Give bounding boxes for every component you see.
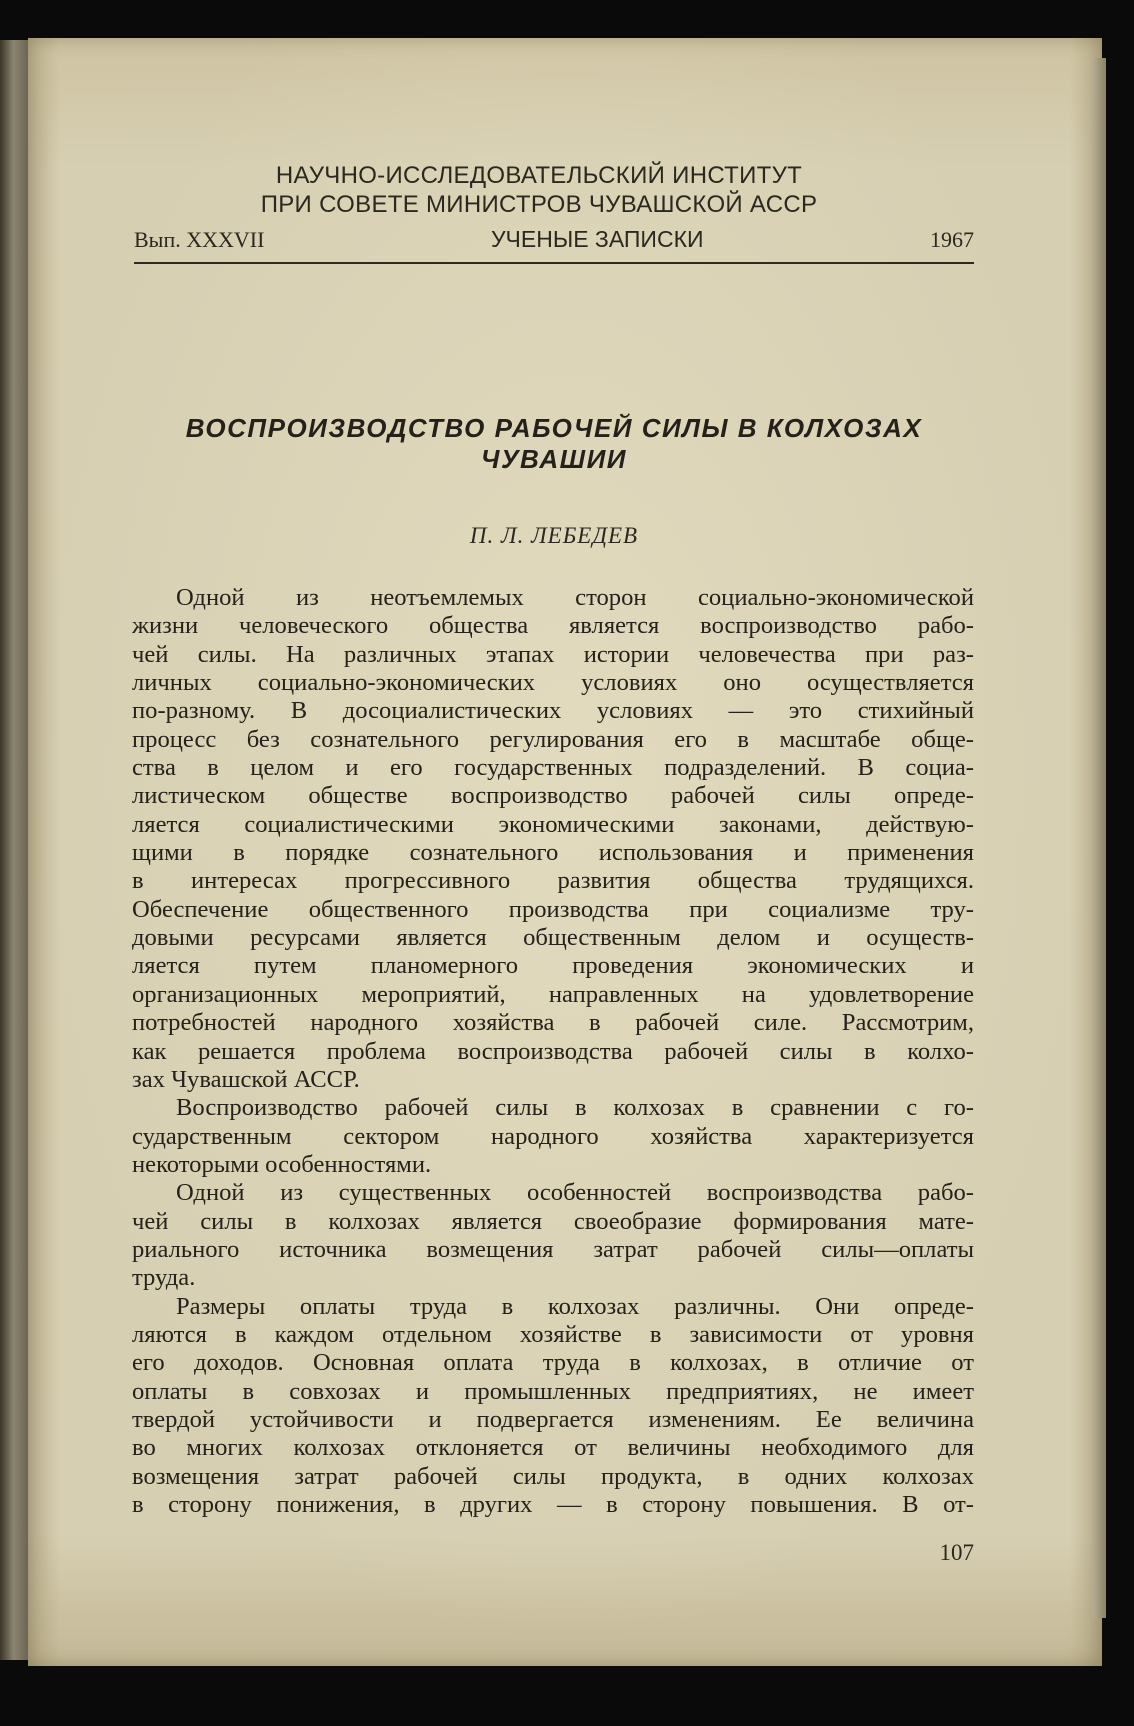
- body-line: Воспроизводство рабочей силы в колхозах в сравнении с го-: [176, 1094, 974, 1122]
- body-line: Одной из неотъемлемых сторон социально-экономической: [176, 584, 974, 611]
- body-line: Одной из существенных особенностей воспроизводства рабо-: [176, 1179, 974, 1207]
- page-number: 107: [939, 1540, 974, 1565]
- body-line: во многих колхозах отклоняется от величины необходимого для: [132, 1434, 974, 1462]
- page-edge: [1092, 58, 1106, 1618]
- article-body: [132, 584, 974, 1519]
- body-line: чей силы в колхозах является своеобразие формирования мате-: [132, 1207, 974, 1235]
- series-title: УЧЕНЫЕ ЗАПИСКИ: [490, 226, 704, 252]
- body-line: Размеры оплаты труда в колхозах различны. Они опреде-: [176, 1292, 974, 1320]
- body-line: довыми ресурсами является общественным делом и осуществ-: [132, 924, 974, 952]
- journal-header: [134, 161, 974, 264]
- institute-line-1: НАУЧНО-ИССЛЕДОВАТЕЛЬСКИЙ ИНСТИТУТ: [275, 162, 803, 189]
- body-line: оплаты в совхозах и промышленных предприятиях, не имеет: [132, 1377, 974, 1405]
- body-line: ляется социалистическими экономическими законами, действую-: [132, 810, 974, 838]
- title-line-2: ЧУВАШИИ: [481, 444, 627, 474]
- body-line: риального источника возмещения затрат рабочей силы—оплаты: [132, 1235, 974, 1263]
- volume-label: Вып. XXXVII: [134, 227, 265, 252]
- title-line-1: ВОСПРОИЗВОДСТВО РАБОЧЕЙ СИЛЫ В КОЛХОЗАХ: [185, 413, 923, 443]
- body-line: процесс без сознательного регулирования его в масштабе обще-: [132, 725, 974, 753]
- body-line: личных социально-экономических условиях оно осуществляется: [132, 669, 974, 697]
- body-line: зах Чувашской АССР.: [132, 1065, 360, 1093]
- year-label: 1967: [930, 227, 974, 252]
- body-line: по-разному. В досоциалистических условиях — это стихийный: [132, 697, 974, 725]
- body-line: труда.: [132, 1264, 196, 1292]
- body-line: в сторону понижения, в других — в сторону повышения. В от-: [132, 1491, 974, 1518]
- body-line: листическом обществе воспроизводство рабочей силы опреде-: [132, 782, 974, 810]
- body-line: возмещения затрат рабочей силы продукта, в одних колхозах: [132, 1462, 974, 1490]
- body-line: Обеспечение общественного производства при социализме тру-: [132, 895, 974, 923]
- body-line: потребностей народного хозяйства в рабочей силе. Рассмотрим,: [132, 1009, 974, 1037]
- body-line: ляется путем планомерного проведения экономических и: [132, 952, 974, 980]
- body-line: жизни человеческого общества является воспроизводство рабо-: [132, 612, 974, 640]
- body-line: организационных мероприятий, направленных на удовлетворение: [132, 980, 974, 1008]
- article-title: [134, 413, 974, 475]
- header-rule: [134, 262, 974, 264]
- body-line: некоторыми особенностями.: [132, 1150, 432, 1178]
- body-line: его доходов. Основная оплата труда в колхозах, в отличие от: [132, 1349, 974, 1377]
- body-line: чей силы. На различных этапах истории человечества при раз-: [132, 640, 974, 668]
- body-line: как решается проблема воспроизводства рабочей силы в колхо-: [132, 1037, 974, 1065]
- body-line: сударственным сектором народного хозяйства характеризуется: [132, 1122, 974, 1150]
- body-line: в интересах прогрессивного развития общества трудящихся.: [132, 867, 974, 895]
- body-line: ляются в каждом отдельном хозяйстве в зависимости от уровня: [132, 1320, 974, 1348]
- header-row: [134, 225, 974, 254]
- institute-line-2: ПРИ СОВЕТЕ МИНИСТРОВ ЧУВАШСКОЙ АССР: [260, 191, 818, 218]
- body-line: твердой устойчивости и подвергается изменениям. Ее величина: [132, 1405, 974, 1433]
- article-author: П. Л. ЛЕБЕДЕВ: [469, 523, 639, 548]
- body-line: щими в порядке сознательного использования и применения: [132, 839, 974, 867]
- body-line: ства в целом и его государственных подразделений. В социа-: [132, 754, 974, 782]
